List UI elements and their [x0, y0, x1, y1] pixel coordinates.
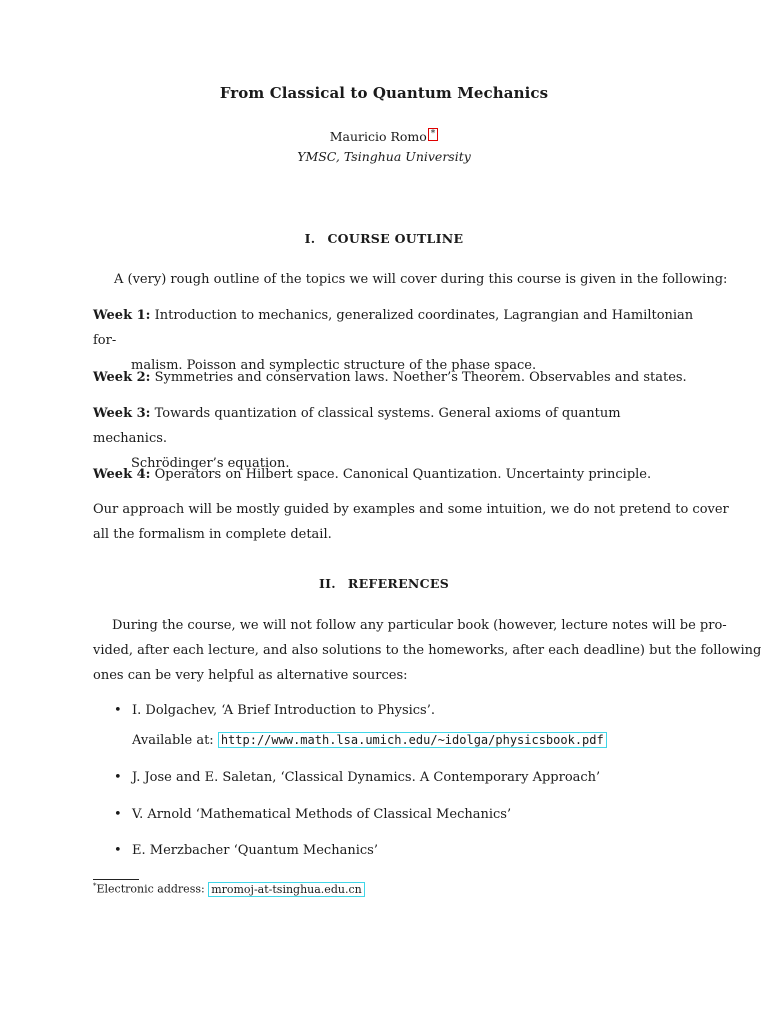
week-label: Week 4:: [93, 467, 151, 482]
affiliation: YMSC, Tsinghua University: [297, 149, 471, 164]
paper-title: From Classical to Quantum Mechanics: [219, 84, 549, 102]
reference-text: J. Jose and E. Saletan, ‘Classical Dynamics. A Contemporary Approach’: [132, 770, 601, 785]
week-text-continued: Schrödinger’s equation.: [131, 456, 290, 471]
bullet-icon: •: [114, 770, 122, 785]
reference-text: I. Dolgachev, ‘A Brief Introduction to Physics’.: [132, 703, 435, 718]
section-title: REFERENCES: [347, 576, 450, 591]
reference-item: [114, 703, 435, 718]
reference-text: V. Arnold ‘Mathematical Methods of Classical Mechanics’: [132, 807, 512, 822]
approach-line: all the formalism in complete detail.: [93, 527, 332, 542]
available-label: Available at:: [132, 733, 214, 748]
footnote-label: Electronic address:: [96, 882, 205, 896]
week-item: [93, 462, 695, 487]
outline-intro: A (very) rough outline of the topics we will cover during this course is given in the following:: [114, 272, 728, 287]
author-line: [0, 128, 768, 144]
week-label: Week 1:: [93, 308, 151, 323]
section-heading-outline: [0, 231, 768, 246]
section-heading-references: [0, 576, 768, 591]
section-number: I.: [304, 231, 316, 246]
reference-text: E. Merzbacher ‘Quantum Mechanics’: [132, 843, 378, 858]
bullet-icon: •: [114, 843, 122, 858]
section-title: COURSE OUTLINE: [327, 231, 464, 246]
week-text: Towards quantization of classical systems. General axioms of quantum mechanics.: [93, 406, 621, 446]
references-intro-line: ones can be very helpful as alternative sources:: [93, 668, 408, 683]
reference-item: [114, 843, 378, 858]
bullet-icon: •: [114, 807, 122, 822]
week-text: Operators on Hilbert space. Canonical Quantization. Uncertainty principle.: [154, 467, 652, 482]
available-line: [132, 733, 607, 748]
week-label: Week 3:: [93, 406, 151, 421]
reference-item: [114, 807, 511, 822]
footnote-link[interactable]: *: [428, 128, 439, 141]
footnote-rule: [93, 879, 139, 880]
week-text: Symmetries and conservation laws. Noether’s Theorem. Observables and states.: [154, 370, 687, 385]
section-number: II.: [318, 576, 336, 591]
references-intro-line: During the course, we will not follow any particular book (however, lecture notes will be pro-: [112, 618, 727, 633]
week-text: Introduction to mechanics, generalized coordinates, Lagrangian and Hamiltonian for-: [93, 308, 694, 348]
week-text-continued: malism. Poisson and symplectic structure of the phase space.: [131, 358, 537, 373]
reference-item: [114, 770, 600, 785]
week-label: Week 2:: [93, 370, 151, 385]
references-intro-line: vided, after each lecture, and also solutions to the homeworks, after each deadline) but the following: [93, 643, 762, 658]
book-url-link[interactable]: http://www.math.lsa.umich.edu/~idolga/physicsbook.pdf: [218, 732, 607, 748]
footnote: [93, 882, 365, 896]
author-name: Mauricio Romo: [329, 129, 427, 144]
footnote-mark: *: [93, 882, 97, 890]
week-item: [93, 365, 695, 390]
bullet-icon: •: [114, 703, 122, 718]
email-link[interactable]: mromoj-at-tsinghua.edu.cn: [208, 882, 365, 897]
approach-line: Our approach will be mostly guided by examples and some intuition, we do not pretend to cover: [93, 502, 729, 517]
